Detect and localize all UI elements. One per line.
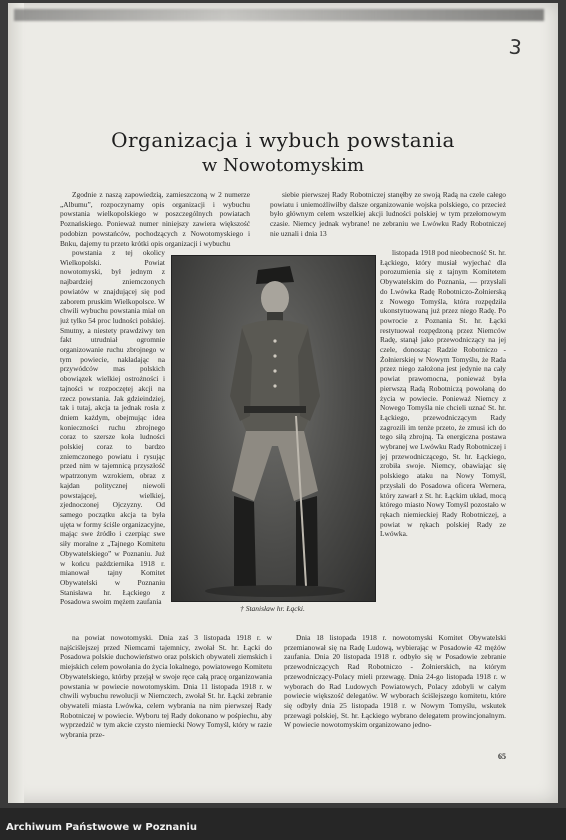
archive-watermark-label: Archiwum Państwowe w Poznaniu <box>6 822 197 833</box>
page-number: 65 <box>498 752 506 761</box>
text-column-right-top <box>270 190 506 248</box>
paragraph: na powiat nowotomyski. Dnia zaś 3 listopada 1918 r. w najściślejszej przed Niemcami tajemnicy, zwołał St. hr. Łącki do Posadowa polskie duchowieństwo oraz polskich obywateli ziemskich i miejskich celem powołania do życia lokalnego, powiatowego Komitetu Obywatelskiego, którby przejął w swoje ręce całą pracę organizowania powstania w powiecie nowotomyskim. Dnia 11 listopada 1918 r. w chwili wybuchu rewolucji w Niemczech, zwołał St. hr. Łącki zebranie obywateli miasta Lwówka, celem wybrania na nim pierwszej Rady Robotniczej w powiecie. Wyboru tej Rady dokonano w pośpiechu, aby wyprzedzić w tym akcie czysto niemiecki Nowy Tomyśl, który w razie wybrania prze- <box>60 633 272 740</box>
paragraph: siebie pierwszej Rady Robotniczej stanęłby ze swoją Radą na czele całego powiatu i uniemożliwiłby dalsze organizowanie wojska polskiego, co przecież było głównym celem wszelkiej akcji ludności polskiej w tym przełomowym czasie. Niemcy jednak wybrane! ne zebraniu we Lwówku Rady Robotniczej nie uznali i dnia 13 <box>270 190 506 238</box>
text-column-left <box>60 248 165 628</box>
portrait-photo <box>171 255 376 602</box>
text-column-right <box>380 248 506 628</box>
text-column-bottom-left <box>60 633 272 743</box>
page-edge <box>8 3 24 803</box>
paragraph: Dnia 18 listopada 1918 r. nowotomyski Komitet Obywatelski przemianował się na Radę Ludową, wybierając w Posadowie 42 mężów zaufania. Dnia 20 listopada 1918 r. odbyło się w Posadowie zebranie przewodniczących Rad Robotniczo - Żołnierskich, na którym przewodniczący-Polacy mieli przewagę. Dnia 24-go listopada 1918 r. w wyborach do Rad Ludowych Powiatowych, Polacy zdobyli w całym powiecie większość delegatów. W wyborach ściślejszego komitetu, które się odbyły dnia 25 listopada 1918 r. w Nowym Tomyślu, wskutek przewagi polskiej, St. hr. Łąckiego wybrano delegatem prowincjonalnym. W powiecie nowotomyskim organizowano jedno- <box>284 633 506 730</box>
paragraph: powstania z tej okolicy Wielkopolski. Powiat nowotomyski, był jednym z najbardziej zniemczonych powiatów w znajdującej się pod zaborem pruskim Wielkopolsce. W chwili wybuchu powstania miał on już tylko 54 proc ludności polskiej. Smutny, a niestety prawdziwy ten fakt utrudniał ogromnie organizowanie ruchu zbrojnego w tym powiecie, nakładając na przywódców mas polskich obowiązek wielkiej ostrożności i tajności w rozpoczętej akcji na rzecz powstania. Jak gdzieindziej, tak i tutaj, akcja ta jednak rosła z dniem każdym, obejmując idea konieczności ruchu zbrojnego coraz to szersze koła ludności polskiej coraz to bardzo zniemczonego powiatu i rysując przed nim w tajemnicą przyszłość wpatrzonym wzrokiem, obraz z kajdan politycznej niewoli powstającej, wielkiej, zjednoczonej Ojczyzny. Od samego początku akcja ta była ujęta w formy ściśle organizacyjne, mając swe źródło i czerpiąc swe siły moralne z „Tajnego Komitetu Obywatelskiego” w Poznaniu. Już w końcu października 1918 r. mianował tajny Komitet Obywatelski w Poznaniu Stanisława hr. Łąckiego z Posadowa swoim mężem zaufania <box>60 248 165 607</box>
text-column-left-top <box>60 190 250 248</box>
photo-caption: † Stanisław hr. Łącki. <box>240 604 305 613</box>
paragraph: listopada 1918 pod nieobecność St. hr. Łąckiego, który musiał wyjechać dla porozumienia się z tajnym Komitetem Obywatelskim do Poznania, — przysłali do Lwówka Radę Robotniczo-Żołnierską z Nowego Tomyśla, która rozpędziła ukonstytuowaną już przez niego Radę. Po powrocie z Poznania St. hr. Łącki restytuował rozpędzoną przez Niemców Radę, stanął jako przewodniczący na jej czele, donosząc Radzie Robotniczo - Żołnierskiej w Nowym Tomyślu, że Rada przez niego założona jest jedynie na cały powiat prawomocna, ponieważ była pierwszą Radą Robotniczą powołaną do życia w powiecie. Ponieważ Niemcy z Nowego Tomyśla nie chcieli uznać St. hr. Łąckiego, przewodniczącym Rady zagrozili im tenże przeto, że zmusi ich do tego siłą zbrojną. Ta energiczna postawa wybranej we Lwówku Rady Robotniczej i jej przewodniczącego, St. hr. Łąckiego, zrobiła swoje. Niemcy, obawiając się polskiego ataku na Nowy Tomyśl, przysłali do Posadowa oficera Wernera, który zawarł z St. hr. Łąckim układ, mocą którego miasto Nowy Tomyśl pozostało w rękach niemieckiej Rady Robotniczej, a powiat w rękach polskiej Rady ze Lwówka. <box>380 248 506 539</box>
scan-smudge <box>14 9 544 21</box>
text-column-bottom-right <box>284 633 506 743</box>
handwritten-page-mark: 3 <box>508 34 524 60</box>
article-subtitle: w Nowotomyskim <box>201 155 365 176</box>
soldier-portrait-illustration <box>172 256 375 601</box>
document-page <box>8 3 558 803</box>
paragraph: Zgodnie z naszą zapowiedzią, zamieszczoną w 2 numerze „Albumu”, rozpoczynamy opis organizacji i wybuchu powstania wielkopolskiego w poszczególnych powiatach Poznańskiego. Ponieważ numer niniejszy zawiera większość podobizn powstańców, pochodzących z Nowotomyskiego i Bnku, dajemy tu przeto krótki opis organizacji i wybuchu <box>60 190 250 248</box>
article-title: Organizacja i wybuch powstania <box>111 128 455 152</box>
